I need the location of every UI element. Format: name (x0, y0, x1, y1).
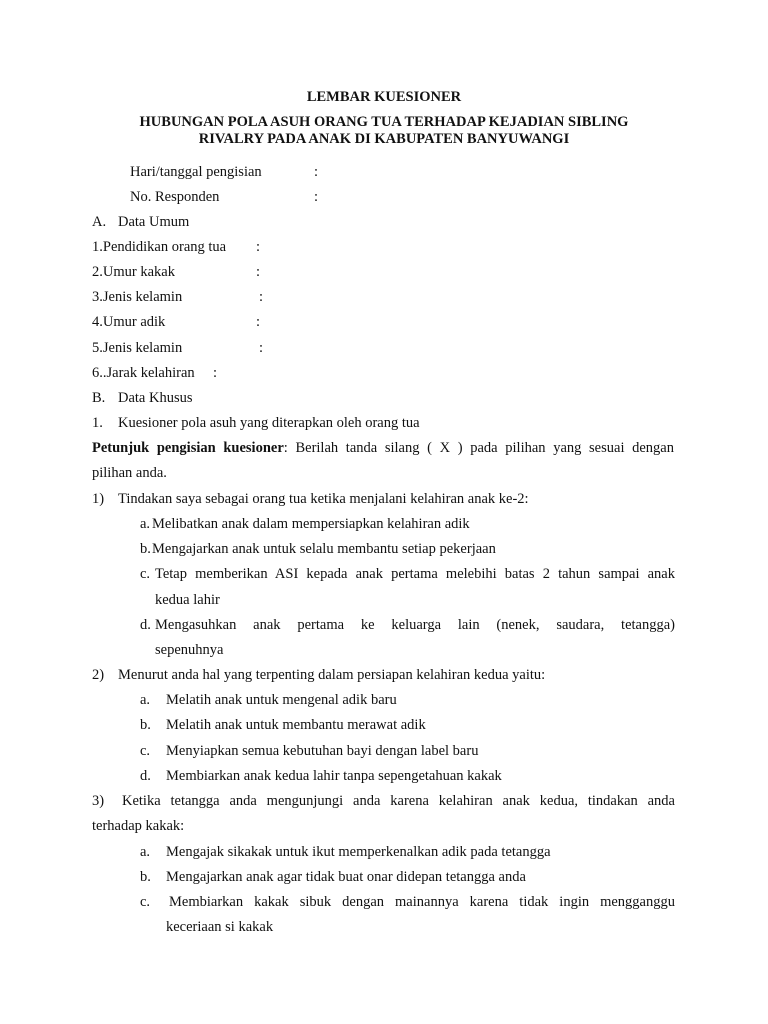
option-letter: b. (140, 717, 151, 733)
option-text: Melatih anak untuk membantu merawat adik (166, 717, 426, 733)
question-text: Ketika tetangga anda mengunjungi anda karena kelahiran anak kedua, tindakan anda (122, 793, 675, 809)
question-number: 2) (92, 667, 105, 683)
data-umum-item: 2.Umur kakak (92, 264, 175, 280)
option-text: Melibatkan anak dalam mempersiapkan kelahiran adik (152, 516, 470, 532)
data-umum-colon: : (259, 289, 264, 305)
field-date-label: Hari/tanggal pengisian (130, 164, 262, 180)
data-umum-item: 6..Jarak kelahiran (92, 365, 195, 381)
option-text: Mengasuhkan anak pertama ke keluarga lain (nenek, saudara, tetangga) (155, 617, 675, 633)
option-text: Melatih anak untuk mengenal adik baru (166, 692, 397, 708)
question-number: 1) (92, 491, 105, 507)
option-letter: c. (140, 566, 151, 582)
option-letter: d. (140, 768, 151, 784)
option-text: Tetap memberikan ASI kepada anak pertama melebihi batas 2 tahun sampai anak (155, 566, 675, 582)
subsection-number: 1. (92, 415, 103, 431)
section-b-letter: B. (92, 390, 106, 406)
option-letter: c. (140, 894, 151, 910)
research-title-line-2: RIVALRY PADA ANAK DI KABUPATEN BANYUWANGI (198, 131, 570, 147)
option-letter: b. (140, 869, 151, 885)
data-umum-item: 3.Jenis kelamin (92, 289, 183, 305)
option-text: Menyiapkan semua kebutuhan bayi dengan label baru (166, 743, 479, 759)
data-umum-colon: : (213, 365, 218, 381)
data-umum-item: 4.Umur adik (92, 314, 166, 330)
option-text: Membiarkan anak kedua lahir tanpa sepengetahuan kakak (166, 768, 502, 784)
option-text: Membiarkan kakak sibuk dengan mainannya karena tidak ingin mengganggu (169, 894, 675, 910)
data-umum-colon: : (256, 239, 261, 255)
instruction-label: Petunjuk pengisian kuesioner (92, 440, 284, 456)
data-umum-colon: : (256, 264, 261, 280)
question-text: Menurut anda hal yang terpenting dalam persiapan kelahiran kedua yaitu: (118, 667, 546, 683)
option-text-continued: sepenuhnya (155, 642, 224, 658)
question-text: Tindakan saya sebagai orang tua ketika menjalani kelahiran anak ke-2: (118, 491, 529, 507)
option-text-continued: kedua lahir (155, 592, 220, 608)
data-umum-item: 1.Pendidikan orang tua (92, 239, 227, 255)
question-text-continued: terhadap kakak: (92, 818, 185, 834)
page-title: LEMBAR KUESIONER (306, 89, 462, 105)
section-a-title: Data Umum (118, 214, 190, 230)
option-text-continued: keceriaan si kakak (166, 919, 274, 935)
field-respondent-colon: : (314, 189, 319, 205)
question-number: 3) (92, 793, 105, 809)
instruction-line-2: pilihan anda. (92, 465, 167, 481)
data-umum-colon: : (259, 340, 264, 356)
option-text: Mengajarkan anak agar tidak buat onar didepan tetangga anda (166, 869, 526, 885)
subsection-title: Kuesioner pola asuh yang diterapkan oleh orang tua (118, 415, 420, 431)
field-date-colon: : (314, 164, 319, 180)
option-letter: b. (140, 541, 151, 557)
research-title-line-1: HUBUNGAN POLA ASUH ORANG TUA TERHADAP KEJADIAN SIBLING (139, 114, 629, 130)
option-letter: a. (140, 844, 151, 860)
option-text: Mengajak sikakak untuk ikut memperkenalkan adik pada tetangga (166, 844, 551, 860)
option-letter: a. (140, 692, 151, 708)
instruction-line-1 (92, 441, 674, 456)
option-letter: a. (140, 516, 151, 532)
section-b-title: Data Khusus (118, 390, 193, 406)
option-letter: d. (140, 617, 151, 633)
instruction-text: : Berilah tanda silang ( X ) pada pilihan yang sesuai dengan (283, 440, 674, 456)
option-letter: c. (140, 743, 151, 759)
data-umum-item: 5.Jenis kelamin (92, 340, 183, 356)
option-text: Mengajarkan anak untuk selalu membantu setiap pekerjaan (152, 541, 496, 557)
section-a-letter: A. (92, 214, 107, 230)
data-umum-colon: : (256, 314, 261, 330)
field-respondent-label: No. Responden (130, 189, 220, 205)
